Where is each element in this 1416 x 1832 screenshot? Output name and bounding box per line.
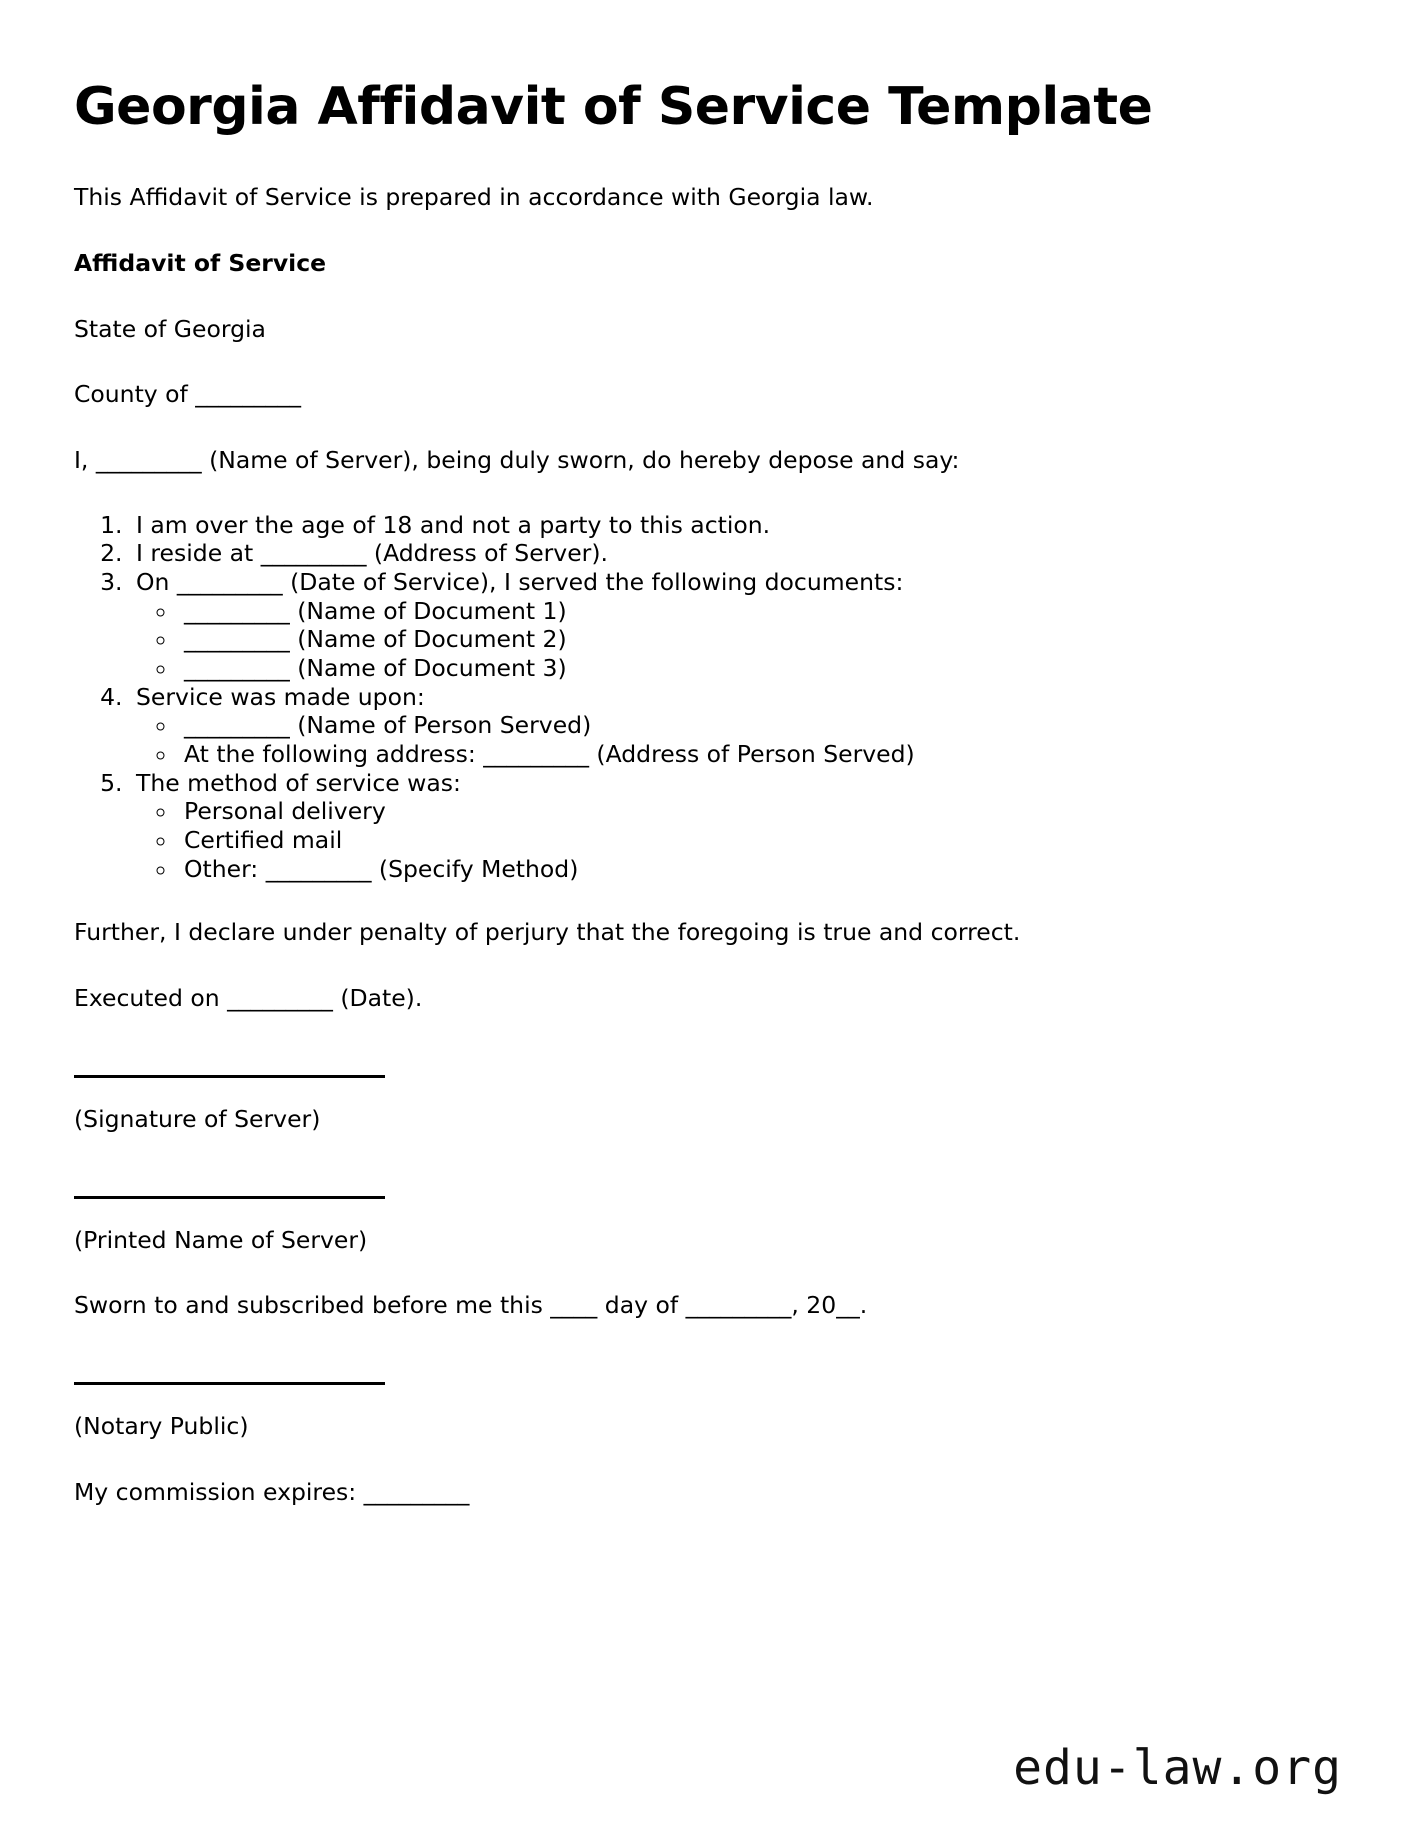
list-item-text: On _________ (Date of Service), I served the following documents:: [136, 568, 904, 597]
list-item-text: I reside at _________ (Address of Server).: [136, 539, 608, 568]
list-item: [130, 769, 1344, 884]
documents-served-sublist: [136, 597, 1344, 683]
executed-on-line: Executed on _________ (Date).: [74, 984, 423, 1013]
list-item-text: _________ (Name of Document 2): [184, 625, 567, 654]
list-item: [130, 539, 1344, 568]
list-item-text: _________ (Name of Document 3): [184, 654, 567, 683]
section-heading-affidavit-of-service: Affidavit of Service: [74, 248, 327, 277]
list-item: [178, 711, 1344, 740]
printed-name-spacer: [74, 1170, 1344, 1196]
list-item-text: Personal delivery: [184, 797, 386, 826]
list-item: [178, 597, 1344, 626]
page-title: Georgia Affidavit of Service Template: [74, 77, 1153, 137]
commission-expires-line: My commission expires: _________: [74, 1477, 470, 1506]
list-item: [178, 654, 1344, 683]
site-brand-watermark: edu-law.org: [1013, 1740, 1342, 1796]
list-item-text: Certified mail: [184, 826, 343, 855]
list-item-text: Service was made upon:: [136, 682, 425, 711]
list-item: [178, 740, 1344, 769]
state-line: State of Georgia: [74, 314, 266, 343]
list-item: [130, 511, 1344, 540]
list-item: [130, 683, 1344, 769]
list-item-text: I am over the age of 18 and not a party to this action.: [136, 510, 771, 539]
list-item-text: The method of service was:: [136, 768, 461, 797]
notary-public-rule: [74, 1382, 385, 1385]
list-item-text: Other: _________ (Specify Method): [184, 854, 579, 883]
signature-of-server-caption: (Signature of Server): [74, 1104, 321, 1133]
list-item: [178, 855, 1344, 884]
printed-name-of-server-rule: [74, 1196, 385, 1199]
intro-paragraph: This Affidavit of Service is prepared in accordance with Georgia law.: [74, 183, 874, 212]
affidavit-statements-list: [74, 511, 1344, 884]
list-item-text: _________ (Name of Person Served): [184, 711, 592, 740]
person-served-sublist: [136, 711, 1344, 768]
list-item: [130, 568, 1344, 683]
deponent-line: I, _________ (Name of Server), being duly sworn, do hereby depose and say:: [74, 446, 960, 475]
list-item: [178, 625, 1344, 654]
list-item: [178, 826, 1344, 855]
declaration-paragraph: Further, I declare under penalty of perjury that the foregoing is true and correct.: [74, 918, 1021, 947]
printed-name-of-server-caption: (Printed Name of Server): [74, 1225, 368, 1254]
county-line: County of _________: [74, 380, 302, 409]
list-item: [178, 797, 1344, 826]
list-item-text: At the following address: _________ (Address of Person Served): [184, 740, 915, 769]
signature-of-server-rule: [74, 1075, 385, 1078]
list-item-text: _________ (Name of Document 1): [184, 596, 567, 625]
notary-spacer: [74, 1356, 1344, 1382]
method-of-service-sublist: [136, 797, 1344, 883]
notary-public-caption: (Notary Public): [74, 1411, 249, 1440]
sworn-to-line: Sworn to and subscribed before me this ____ day of _________, 20__.: [74, 1291, 868, 1320]
signature-spacer: [74, 1049, 1344, 1075]
